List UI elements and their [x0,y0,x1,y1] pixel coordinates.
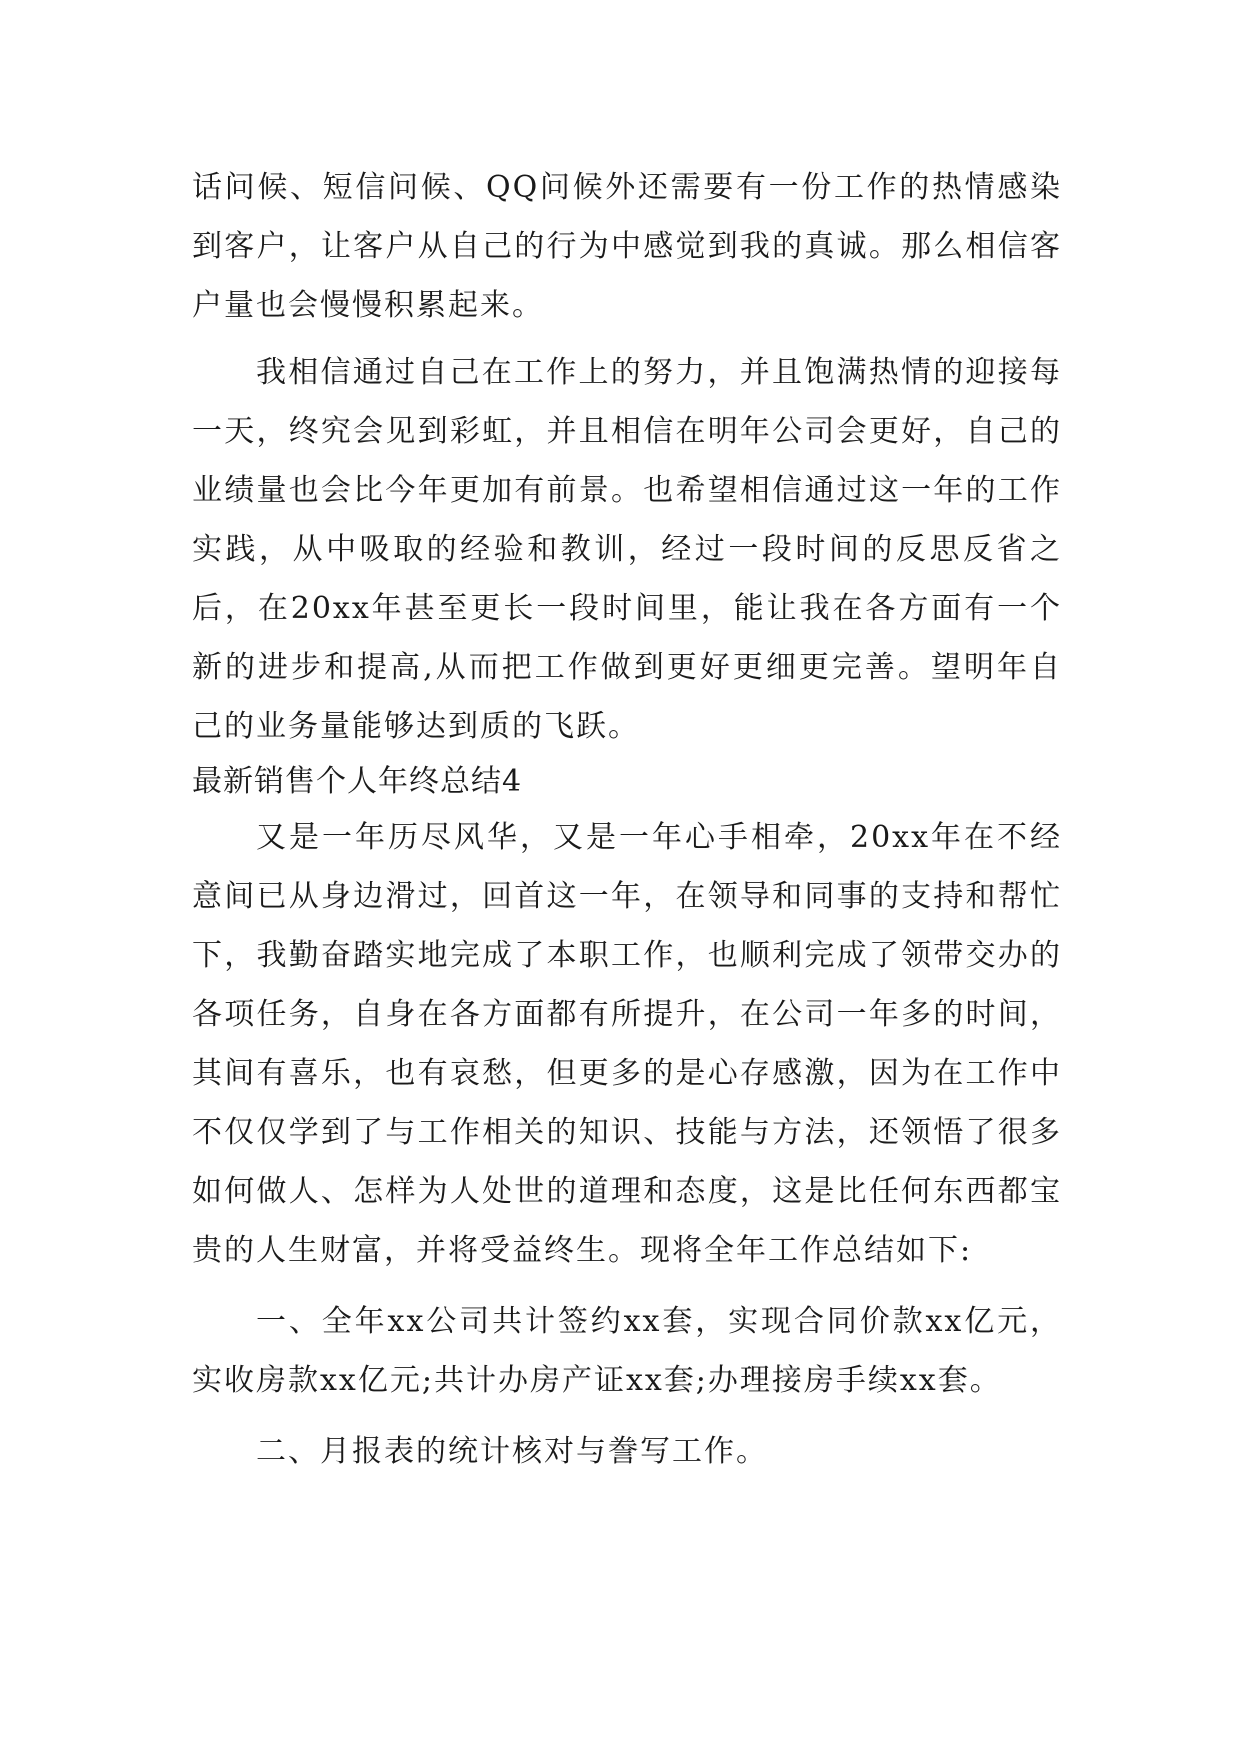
paragraph-intro: 又是一年历尽风华，又是一年心手相牵，20xx年在不经意间已从身边滑过，回首这一年，在领导和同事的支持和帮忙下，我勤奋踏实地完成了本职工作，也顺利完成了领带交办的各项任务，自身在各方面都有所提升，在公司一年多的时间，其间有喜乐，也有哀愁，但更多的是心存感激，因为在工作中不仅仅学到了与工作相关的知识、技能与方法，还领悟了很多如何做人、怎样为人处世的道理和态度，这是比任何东西都宝贵的人生财富，并将受益终生。现将全年工作总结如下: [192,820,1062,1268]
paragraph-outlook: 我相信通过自己在工作上的努力，并且饱满热情的迎接每一天，终究会见到彩虹，并且相信在明年公司会更好，自己的业绩量也会比今年更加有前景。也希望相信通过这一年的工作实践，从中吸取的经验和教训，经过一段时间的反思反省之后，在20xx年甚至更长一段时间里，能让我在各方面有一个新的进步和提高,从而把工作做到更好更细更完善。望明年自己的业务量能够达到质的飞跃。 [192,355,1062,744]
document-body [192,158,1062,1481]
section-heading: 最新销售个人年终总结4 [192,764,523,799]
paragraph-item-2: 二、月报表的统计核对与誊写工作。 [256,1434,768,1469]
paragraph-item-1: 一、全年xx公司共计签约xx套，实现合同价款xx亿元，实收房款xx亿元;共计办房产证xx套;办理接房手续xx套。 [192,1304,1062,1398]
paragraph-continuation: 话问候、短信问候、QQ问候外还需要有一份工作的热情感染到客户，让客户从自己的行为中感觉到我的真诚。那么相信客户量也会慢慢积累起来。 [192,170,1062,323]
